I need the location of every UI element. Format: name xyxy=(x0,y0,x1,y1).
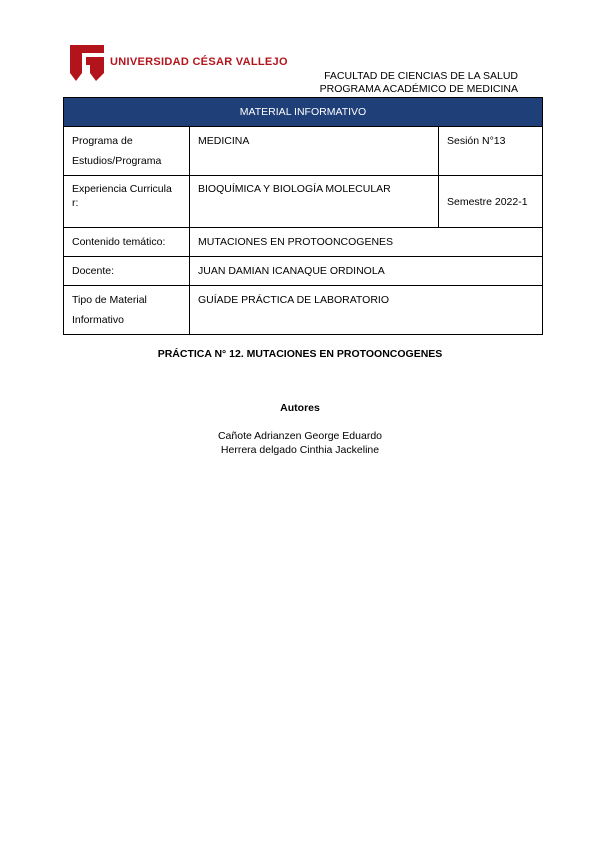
practice-title: PRÁCTICA N° 12. MUTACIONES EN PROTOONCOGENES xyxy=(157,348,443,360)
semester-value: Semestre 2022-1 xyxy=(439,176,543,228)
teacher-value: JUAN DAMIAN ICANAQUE ORDINOLA xyxy=(190,257,543,286)
experience-label: Experiencia Curricula r: xyxy=(64,176,190,228)
content-value: MUTACIONES EN PROTOONCOGENES xyxy=(190,228,543,257)
experience-value: BIOQUÍMICA Y BIOLOGÍA MOLECULAR xyxy=(190,176,439,228)
university-name: UNIVERSIDAD CÉSAR VALLEJO xyxy=(110,56,288,68)
table-header: MATERIAL INFORMATIVO xyxy=(64,98,543,127)
author-name: Herrera delgado Cinthia Jackeline xyxy=(220,444,380,456)
content-label: Contenido temático: xyxy=(64,228,190,257)
type-label: Tipo de Material Informativo xyxy=(64,286,190,335)
table-row xyxy=(64,176,543,228)
program-value: MEDICINA xyxy=(190,127,439,176)
type-value: GUÍADE PRÁCTICA DE LABORATORIO xyxy=(190,286,543,335)
info-table xyxy=(63,97,543,335)
program-name: PROGRAMA ACADÉMICO DE MEDICINA xyxy=(319,83,518,95)
program-label: Programa de Estudios/Programa xyxy=(64,127,190,176)
teacher-label: Docente: xyxy=(64,257,190,286)
faculty-block xyxy=(300,70,518,96)
session-value: Sesión N°13 xyxy=(439,127,543,176)
table-row xyxy=(64,228,543,257)
table-row xyxy=(64,286,543,335)
table-row xyxy=(64,127,543,176)
author-name: Cañote Adrianzen George Eduardo xyxy=(217,430,383,442)
table-row xyxy=(64,257,543,286)
faculty-name: FACULTAD DE CIENCIAS DE LA SALUD xyxy=(324,70,518,82)
authors-heading: Autores xyxy=(280,402,320,414)
